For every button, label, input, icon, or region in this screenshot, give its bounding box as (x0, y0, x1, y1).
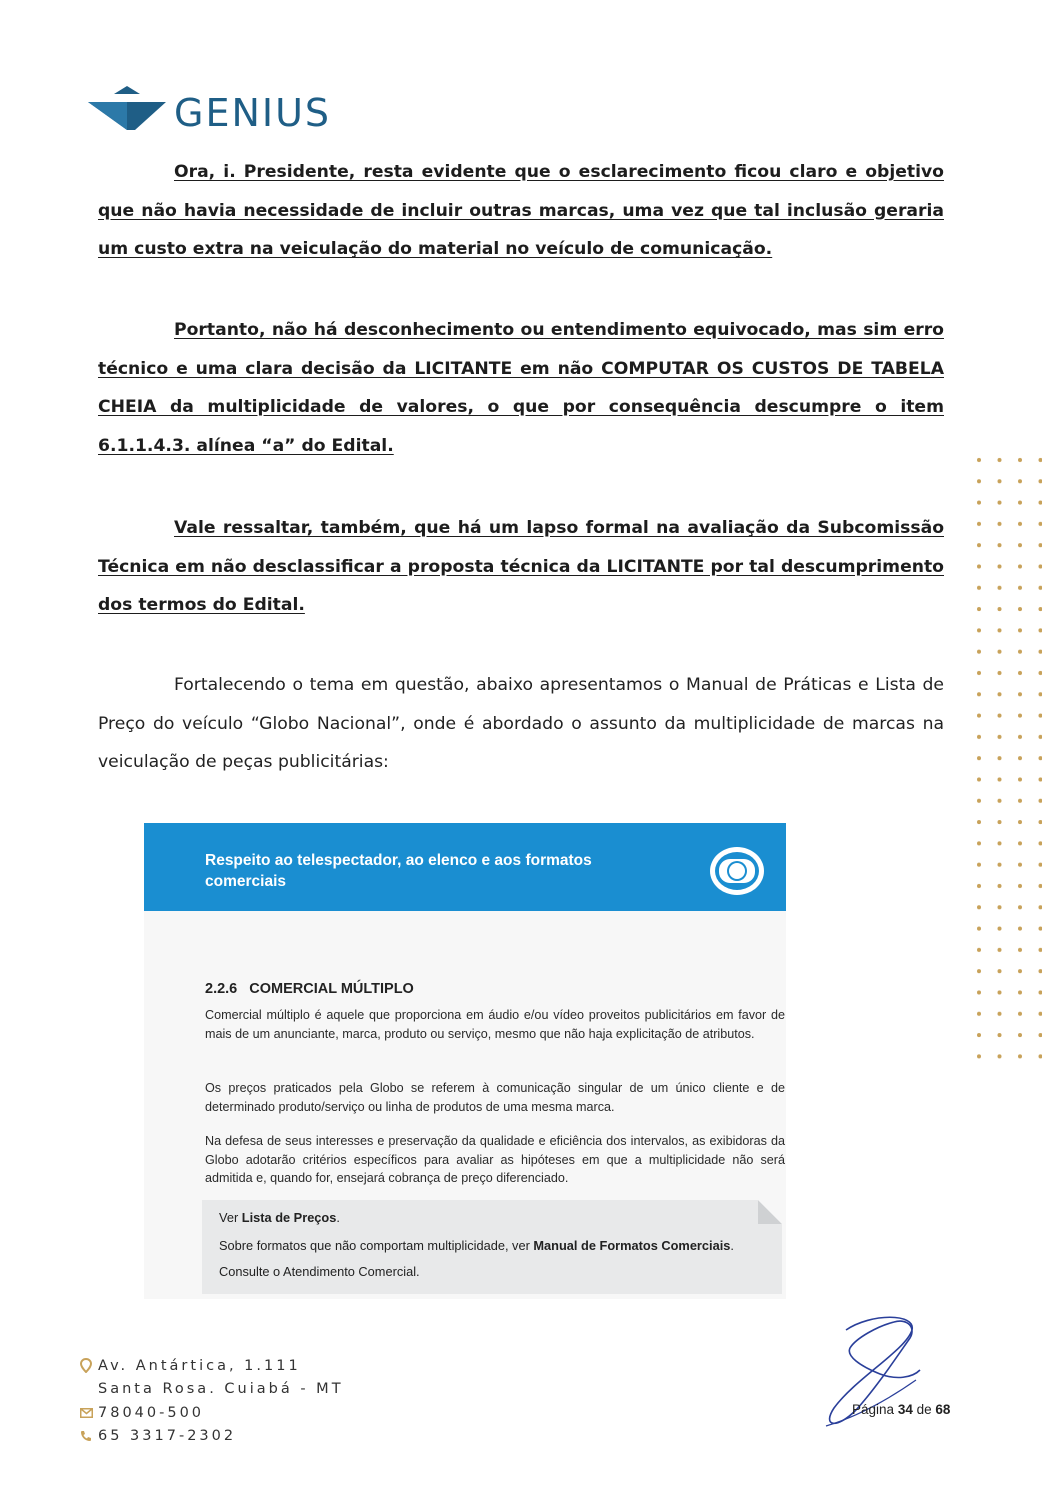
paragraph-4-text: Fortalecendo o tema em questão, abaixo apresentamos o Manual de Práticas e Lista de Preço do veículo “Globo Nacional”, onde é abordado o assunto da multiplicidade de marcas na veiculação de peças publicitárias: (98, 675, 944, 772)
location-pin-icon (80, 1358, 92, 1373)
paragraph-2-text: Portanto, não há desconhecimento ou entendimento equivocado, mas sim erro técnico e uma clara decisão da LICITANTE em não COMPUTAR OS CUSTOS DE TABELA CHEIA da multiplicidade de valores, o que por consequência descumpre o item 6.1.1.4.3. alínea “a” do Edital. (98, 320, 944, 456)
company-logo (88, 86, 332, 135)
phone-icon (80, 1430, 92, 1442)
page-number: Página 34 de 68 (852, 1402, 951, 1417)
paragraph-2 (98, 311, 944, 465)
banner-title: Respeito ao telespectador, ao elenco e aos formatos comerciais (205, 852, 592, 890)
logo-mark-icon (88, 86, 166, 132)
excerpt-paragraph-2: Os preços praticados pela Globo se referem à comunicação singular de um único cliente e de determinado produto/serviço ou linha de produtos de uma mesma marca. (205, 1081, 785, 1114)
section-title: COMERCIAL MÚLTIPLO (249, 981, 414, 997)
paragraph-1 (98, 153, 944, 269)
footer-contact (76, 1354, 344, 1448)
decorative-dot-grid (972, 452, 1042, 1072)
excerpt-paragraph-3: Na defesa de seus interesses e preservação da qualidade e eficiência dos intervalos, as exibidoras da Globo adotarão critérios específicos para avaliar as hipóteses em que a multiplicidade não será admitida e, quando for, ensejará cobrança de preço diferenciado. (205, 1134, 785, 1185)
globo-logo-icon (707, 844, 767, 898)
paragraph-3 (98, 509, 944, 625)
section-heading (205, 981, 414, 997)
price-list-link: Lista de Preços (241, 1210, 337, 1225)
paragraph-4 (98, 666, 944, 782)
globo-manual-excerpt (144, 823, 786, 1299)
formats-manual-link: Manual de Formatos Comerciais (533, 1238, 731, 1253)
page-fold-icon (758, 1200, 782, 1224)
excerpt-paragraph-1: Comercial múltiplo é aquele que proporciona em áudio e/ou vídeo proveitos publicitários em favor de mais de um anunciante, marca, produto ou serviço, mesmo que não haja explicitação de atributos. (205, 1008, 785, 1041)
note-line-formats-manual: Sobre formatos que não comportam multiplicidade, ver Manual de Formatos Comerciais. (219, 1238, 734, 1253)
address-line-2: Santa Rosa. Cuiabá - MT (98, 1381, 344, 1398)
address-line-1: Av. Antártica, 1.111 (76, 1354, 344, 1378)
phone-line: 65 3317-2302 (76, 1425, 344, 1449)
note-line-price-list: Ver Lista de Preços. (219, 1210, 340, 1225)
reference-note-box (202, 1200, 782, 1294)
mail-icon (80, 1408, 93, 1418)
logo-text: GENIUS (174, 91, 332, 135)
postal-code-line: 78040-500 (76, 1401, 344, 1425)
excerpt-banner (144, 823, 786, 911)
note-line-contact: Consulte o Atendimento Comercial. (219, 1264, 420, 1279)
section-number: 2.2.6 (205, 981, 238, 997)
paragraph-1-text: Ora, i. Presidente, resta evidente que o esclarecimento ficou claro e objetivo que não havia necessidade de incluir outras marcas, uma vez que tal inclusão geraria um custo extra na veiculação do material no veículo de comunicação. (98, 162, 944, 259)
paragraph-3-text: Vale ressaltar, também, que há um lapso formal na avaliação da Subcomissão Técnica em não desclassificar a proposta técnica da LICITANTE por tal descumprimento dos termos do Edital. (98, 518, 944, 615)
